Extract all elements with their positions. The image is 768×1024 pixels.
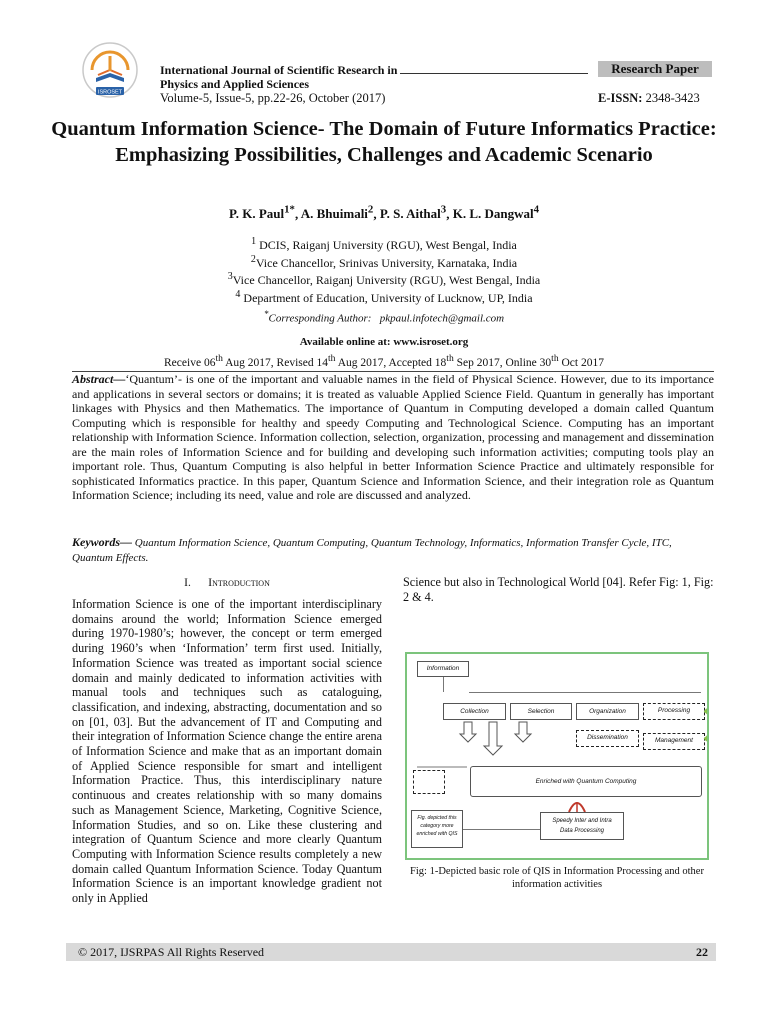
author: P. K. Paul$^{1*}$ [228, 204, 295, 222]
affiliations [40, 235, 728, 305]
author: K. L. Dangwal$^4$ [452, 204, 540, 222]
corresponding-author: *Corresponding Author: pkpaul.infotech@gmail.com [263, 309, 505, 325]
curved-arrow-icon [705, 710, 707, 740]
journal-title [160, 63, 600, 77]
down-arrow-icon [460, 722, 476, 742]
volume-info: Volume-5, Issue-5, pp.22-26, October (2017) [160, 91, 386, 105]
note-box: Fig. depicted this category more enriched with QIS [411, 810, 463, 848]
eissn [598, 91, 713, 106]
right-column-text: Science but also in Technological World [04]. Refer Fig: 1, Fig: 2 & 4. [403, 575, 714, 604]
affiliation: $^1$ DCIS, Raiganj University (RGU), West Bengal, India [251, 236, 517, 252]
affiliation: $^4$ Department of Education, University of Lucknow, UP, India [235, 288, 533, 305]
collection-box: Collection [443, 703, 506, 720]
journal-blank-line [400, 63, 588, 74]
affiliation: $^2$Vice Chancellor, Srinivas University, Karnataka, India [250, 253, 518, 270]
introduction-text: Information Science is one of the important interdisciplinary domains around the world; Information Science emerged during 1970-1980’s; however, the concept or term emerged during 1960’s when ‘Information’ term first used. Initially, Information Science was treated as important social science domain and mainly dedicated to information activities with manual tools and techniques such as cataloguing, classification, and indexing, abstracting, documentation and so on [01, 03]. But the advancement of IT and Computing and their integration of Information Science change the entire arena of Information Science and make that as an important domain of Applied Science responsible for smart and intelligent Information Practice. Thus, this interdisciplinary nature continuous and creates relationship with so many domains such as Management Science, Marketing, Cognitive Science, Information Studies, and so on. Like these clustering and integration of Quantum Science and more clearly Quantum Computing with Information Science results completely a new domain called Quantum Information Science. Today Quantum Information Science is an important knowledge gradient not only in Applied [72, 597, 382, 906]
paper-title: Quantum Information Science- The Domain of Future Informatics Practice: Emphasizing Possibilities, Challenges and Academic Scenario [51, 118, 717, 166]
processing-box: Processing [643, 703, 705, 720]
copyright: © 2017, IJSRPAS All Rights Reserved [78, 945, 265, 959]
journal-subtitle: Physics and Applied Sciences [160, 77, 310, 91]
journal-name: International Journal of Scientific Research in [160, 63, 398, 77]
author-email-link[interactable]: pkpaul.infotech@gmail.com [379, 312, 505, 325]
paper-type-badge: Research Paper [598, 61, 712, 77]
organization-box: Organization [576, 703, 639, 720]
section-heading: I. Introduction [184, 575, 270, 589]
submission-dates: Receive 06th Aug 2017, Revised 14th Aug 2017, Accepted 18th Sep 2017, Online 30th Oct 2017 [164, 353, 604, 369]
keywords [72, 535, 714, 566]
connector-line [463, 829, 540, 830]
information-box: Information [417, 661, 469, 677]
abstract-text: ‘Quantum’- is one of the important and valuable names in the field of Physical Science. However, due to its importance and applications in several sectors or domains; it is treated as valuable Applied Science Field. Quantum in generally has important linkages with Physics and then Mathematics. The importance of Quantum in Computing developed a domain called Quantum Computing which is responsible for healthy and speedy Computing and Technological Science. Computing has an important relationship with Information Science. Information collection, selection, organization, processing and management and dissemination are the main roles of Information Science and for building and developing such information activities; computing tools play an important role. Thus, Quantum Computing is also helpful in better Information Science Practice and ultimately responsible for sophisticated Informatics practice. In this paper, Quantum Science and Information Science, and their integration role as Quantum Information Science; including its need, value and role are discussed and analyzed. [72, 372, 714, 502]
keywords-text: Quantum Information Science, Quantum Computing, Quantum Technology, Informatics, Information Transfer Cycle, ITC, Quantum Effects. [72, 537, 672, 564]
eissn-value: 2348-3423 [645, 91, 700, 105]
logo-text: ISROSET [97, 89, 123, 96]
keywords-label: Keywords— [72, 535, 132, 549]
selection-box: Selection [510, 703, 572, 720]
figure-caption: Fig: 1-Depicted basic role of QIS in Information Processing and other information activities [410, 866, 704, 890]
affiliation: $^3$Vice Chancellor, Raiganj University (RGU), West Bengal, India [227, 271, 541, 287]
speedy-processing-box: Speedy Inter and Intra Data Processing [540, 812, 624, 840]
down-arrow-icon [515, 722, 531, 742]
eissn-label: E-ISSN: [598, 91, 643, 105]
author: P. S. Aithal$^3$ [379, 204, 447, 222]
author-list: P. K. Paul$^{1*}$, A. Bhuimali$^2$, P. S. Aithal$^3$, K. L. Dangwal$^4$ [228, 204, 540, 222]
available-online: Available online at: www.isroset.org [299, 336, 469, 348]
enriched-quantum-box: Enriched with Quantum Computing [470, 766, 702, 797]
author: A. Bhuimali$^2$ [300, 204, 374, 222]
abstract-label: Abstract— [72, 372, 126, 386]
management-box: Management [643, 733, 705, 750]
down-arrow-icon [484, 722, 502, 755]
dissemination-box: Dissemination [576, 730, 639, 747]
abstract [72, 372, 714, 503]
open-book-logo-icon [78, 40, 142, 104]
placeholder-box [413, 770, 445, 794]
page-footer [66, 943, 716, 961]
figure-1-diagram [405, 652, 709, 860]
page-number: 22 [696, 945, 708, 959]
journal-logo [78, 40, 142, 104]
